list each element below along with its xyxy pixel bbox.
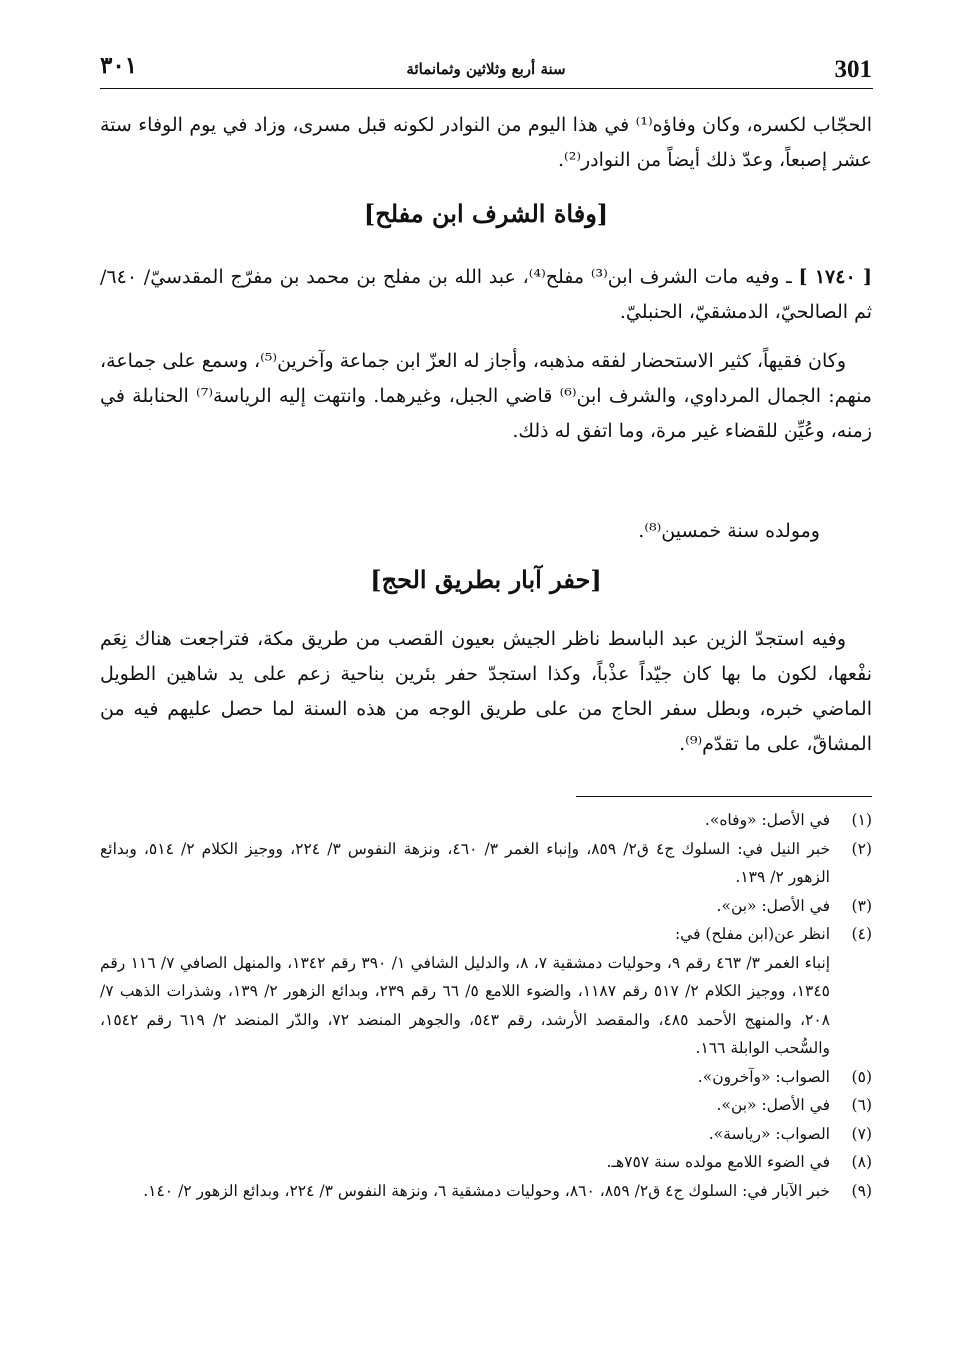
footnote-number: (٥) [851,1067,872,1086]
footnote-text: في الأصل: «بن». [716,1096,830,1114]
entry-body: ـ وفيه مات الشرف ابن⁽³⁾ مفلح⁽⁴⁾، عبد الله بن مفلح بن محمد بن مفرّج المقدسيّ/ ٦٤٠/ ثم الصالحيّ، الدمشقيّ، الحنبليّ. [100,266,872,323]
footnote-text: في الضوء اللامع مولده سنة ٧٥٧هـ. [606,1153,830,1171]
paragraph-4-text: ومولده سنة خمسين⁽⁸⁾. [638,520,820,542]
footnote-text: الصواب: «وآخرون». [697,1067,830,1086]
section-heading-2: [حفر آبار بطريق الحج] [370,565,602,594]
entry-number: [ ١٧٤٠ ] [798,266,873,288]
header-rule [100,88,873,89]
entry-1740 [100,260,872,330]
section-heading-1: [وفاة الشرف ابن مفلح] [363,199,609,228]
footnote-1 [100,806,872,835]
footnote-number [830,949,872,1063]
footnotes [100,806,872,1205]
footnote-text: في الأصل: «وفاه». [704,811,830,829]
footnote-text: انظر عن(ابن مفلح) في: [674,925,830,943]
footnote-number: (٦) [851,1096,872,1114]
footnote-text: في الأصل: «بن». [716,896,830,915]
footnote-number: (٣) [851,896,872,915]
footnote-5 [100,1063,872,1092]
footnote-rule [576,796,872,797]
footnote-text: الصواب: «رياسة». [708,1124,830,1143]
running-title: سنة أربع وثلاثين وثمانمائة [406,60,566,78]
footnote-number: (٨) [851,1153,872,1171]
footnote-number: (٧) [851,1124,872,1143]
footnote-2 [100,835,872,892]
footnote-text: إنباء الغمر ٣/ ٤٦٣ رقم ٩، وحوليات دمشقية ٧، ٨، والدليل الشافي ١/ ٣٩٠ رقم ١٣٤٢، والمنهل الصافي ٧/ ١١٦ رقم ١٣٤٥، ووجيز الكلام ٢/ ٥١٧ رقم ١١٨٧، والضوء اللامع ٥/ ٦٦ رقم ٢٣٩، وبدائع الزهور ٢/ ١٣٩، وشذرات الذهب ٧/ ٢٠٨، والمنهج الأحمد ٤٨٥، والمقصد الأرشد، رقم ٥٤٣، والجوهر المنضد ٧٢، والدّر المنضد ٢/ ٦١٩ رقم ١٥٤٢، والسُّحب الوابلة ١٦٦. [100,953,831,1057]
footnote-text: خبر النيل في: السلوك ج٤ ق٢/ ٨٥٩، وإنباء الغمر ٣/ ٤٦٠، ونزهة النفوس ٣/ ٢٢٤، ووجيز الكلام ٢/ ٥١٤، وبدائع الزهور ٢/ ١٣٩. [100,839,831,886]
paragraph-5-text: وفيه استجدّ الزين عبد الباسط ناظر الجيش بعيون القصب من طريق مكة، فتراجعت هناك نِعَم نفْعها، لكون ما بها كان جيّداً عذْباً، وكذا استجدّ حفر بئرين بناحية زعم على يد شاهين الطويل الماضي خبره، وبطل سفر الحاج من على طريق الوجه من هذه السنة لما حصل عليهم فيه من المشاقّ، على ما تقدّم⁽⁹⁾. [100,628,872,755]
entry-text [100,260,872,330]
footnote-9 [100,1177,872,1206]
footnote-number: (٩) [851,1181,872,1200]
footnote-7 [100,1120,872,1149]
footnote-number: (٤) [851,925,872,943]
paragraph-1 [100,108,872,178]
paragraph-1-text: الحجّاب لكسره، وكان وفاؤه⁽¹⁾ في هذا اليوم من النوادر لكونه قبل مسرى، وزاد في يوم الوفاء ستة عشر إصبعاً، وعدّ ذلك أيضاً من النوادر⁽²⁾. [100,114,872,171]
paragraph-3-text: وكان فقيهاً، كثير الاستحضار لفقه مذهبه، وأجاز له العزّ ابن جماعة وآخرين⁽⁵⁾، وسمع على جماعة، منهم: الجمال المرداوي، والشرف ابن⁽⁶⁾ قاضي الجبل، وغيرهما. وانتهت إليه الرياسة⁽⁷⁾ الحنابلة في زمنه، وعُيِّن للقضاء غير مرة، وما اتفق له ذلك. [100,350,872,442]
footnote-6 [100,1091,872,1120]
page-number-arabic: ٣٠١ [100,52,138,79]
page-number-latin: 301 [834,56,872,83]
footnote-3 [100,892,872,921]
footnote-number: (١) [851,811,872,829]
paragraph-3 [100,344,872,449]
footnote-number: (٢) [851,839,872,858]
page-header [100,48,872,88]
paragraph-4 [100,514,872,549]
footnote-4-continued [100,949,872,1063]
footnote-4 [100,920,872,949]
footnote-8 [100,1148,872,1177]
paragraph-5 [100,622,872,762]
footnote-text: خبر الآبار في: السلوك ج٤ ق٢/ ٨٥٩، ٨٦٠، وحوليات دمشقية ٦، ونزهة النفوس ٣/ ٢٢٤، وبدائع الزهور ٢/ ١٤٠. [143,1181,830,1200]
